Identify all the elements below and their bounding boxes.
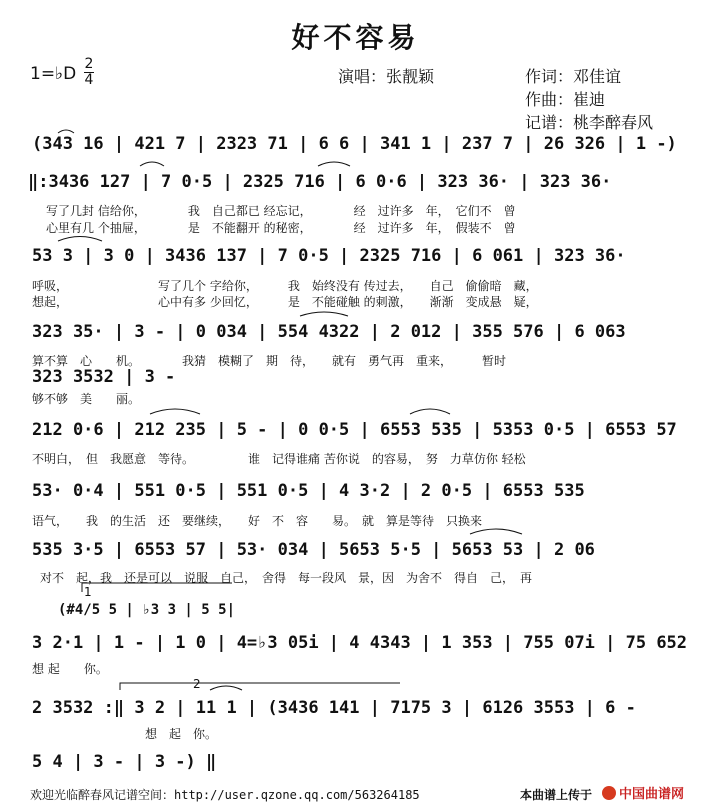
composer-credit: 作曲：崔迪	[525, 90, 606, 109]
tie-arc	[470, 529, 522, 534]
tie-arc	[150, 409, 200, 414]
lyricist-credit: 作词：邓佳谊	[525, 67, 622, 86]
ending-mark-first: 1	[84, 585, 92, 599]
tie-arc	[58, 237, 102, 242]
volta-second-bracket	[120, 683, 400, 690]
tie-arc	[210, 686, 242, 690]
time-signature-top: 2	[84, 56, 94, 72]
time-signature	[84, 58, 94, 87]
notation-line: 3 2·1 | 1 - | 1 0 | 4=♭3 05i | 4 4343 | 1 353 | 755 07i | 75 652	[32, 633, 688, 653]
site-logo	[602, 783, 684, 802]
notation-line: 323 35· | 3 - | 0 034 | 554 4322 | 2 012 | 355 576 | 6 063	[32, 322, 626, 342]
tie-arc	[140, 162, 164, 166]
lyric-line: 语气， 我 的生活 还 要继续， 好 不 容 易。 就 算是等待 只换来	[32, 514, 483, 528]
notation-line: ‖:3436 127 | 7 0·5 | 2325 716 | 6 0·6 | 323 36· | 323 36·	[28, 172, 612, 192]
lyric-line: 不明白， 但 我愿意 等待。 谁 记得谁痛 苦你说 的容易， 努 力草仿你 轻松	[32, 452, 526, 466]
notation-line: 323 3532 | 3 -	[32, 367, 176, 387]
notation-line: 2 3532 :‖ 3 2 | 11 1 | (3436 141 | 7175 3 | 6126 3553 | 6 -	[32, 698, 636, 718]
time-signature-bottom: 4	[84, 72, 94, 88]
footer-credit: 欢迎光临醉春风记谱空间：http://user.qzone.qq.com/563264185	[30, 788, 420, 802]
lyric-line: 想 起 你。	[145, 727, 218, 741]
lyric-line: 心里有几 个抽屉， 是 不能翻开 的秘密， 经 过许多 年， 假装不 曾	[46, 221, 516, 235]
key-signature: 1=♭D	[30, 64, 77, 84]
notation-line: (343 16 | 421 7 | 2323 71 | 6 6 | 341 1 | 237 7 | 26 326 | 1 -)	[32, 134, 677, 154]
lyric-line: 想 起 你。	[32, 662, 108, 676]
lyric-line: 对不 起，我 还是可以 说服 自己， 舍得 每一段风 景，因 为舍不 得自 己， 再	[40, 571, 533, 585]
notation-line: 212 0·6 | 212 235 | 5 - | 0 0·5 | 6553 535 | 5353 0·5 | 6553 57	[32, 420, 677, 440]
logo-icon	[602, 786, 616, 800]
tie-arc	[410, 409, 450, 414]
lyric-line: 够不够 美 丽。	[32, 392, 141, 406]
lyric-line: 呼吸， 写了几个 字给你， 我 始终没有 传过去， 自己 偷偷暗 藏，	[32, 279, 538, 293]
singer-credit: 演唱：张靓颖	[338, 67, 435, 86]
tie-arc	[300, 312, 348, 316]
ending-mark-second: 2	[193, 677, 201, 691]
notation-line: 535 3·5 | 6553 57 | 53· 034 | 5653 5·5 | 5653 53 | 2 06	[32, 540, 595, 560]
transcriber-credit: 记谱：桃李醉春风	[525, 113, 654, 132]
notation-line: 53 3 | 3 0 | 3436 137 | 7 0·5 | 2325 716 | 6 061 | 323 36·	[32, 246, 626, 266]
lyric-line: 算不算 心 机。 我猜 模糊了 期 待， 就有 勇气再 重来， 暂时	[32, 354, 507, 368]
tie-arc	[58, 130, 74, 133]
lyric-line: 写了几封 信给你， 我 自己都已 经忘记， 经 过许多 年， 它们不 曾	[46, 204, 516, 218]
upload-note: 本曲谱上传于	[520, 788, 593, 802]
notation-line: 53· 0·4 | 551 0·5 | 551 0·5 | 4 3·2 | 2 0·5 | 6553 535	[32, 481, 585, 501]
page-title: 好不容易	[291, 21, 420, 54]
tie-arc	[318, 162, 350, 166]
notation-line-variant: (#4/5 5 | ♭3 3 | 5 5|	[58, 602, 236, 618]
logo-text: 中国曲谱网	[619, 787, 685, 802]
lyric-line: 想起， 心中有多 少回忆， 是 不能碰触 的刺激， 渐渐 变成悬 疑，	[32, 295, 538, 309]
notation-line: 5 4 | 3 - | 3 -) ‖	[32, 752, 217, 772]
